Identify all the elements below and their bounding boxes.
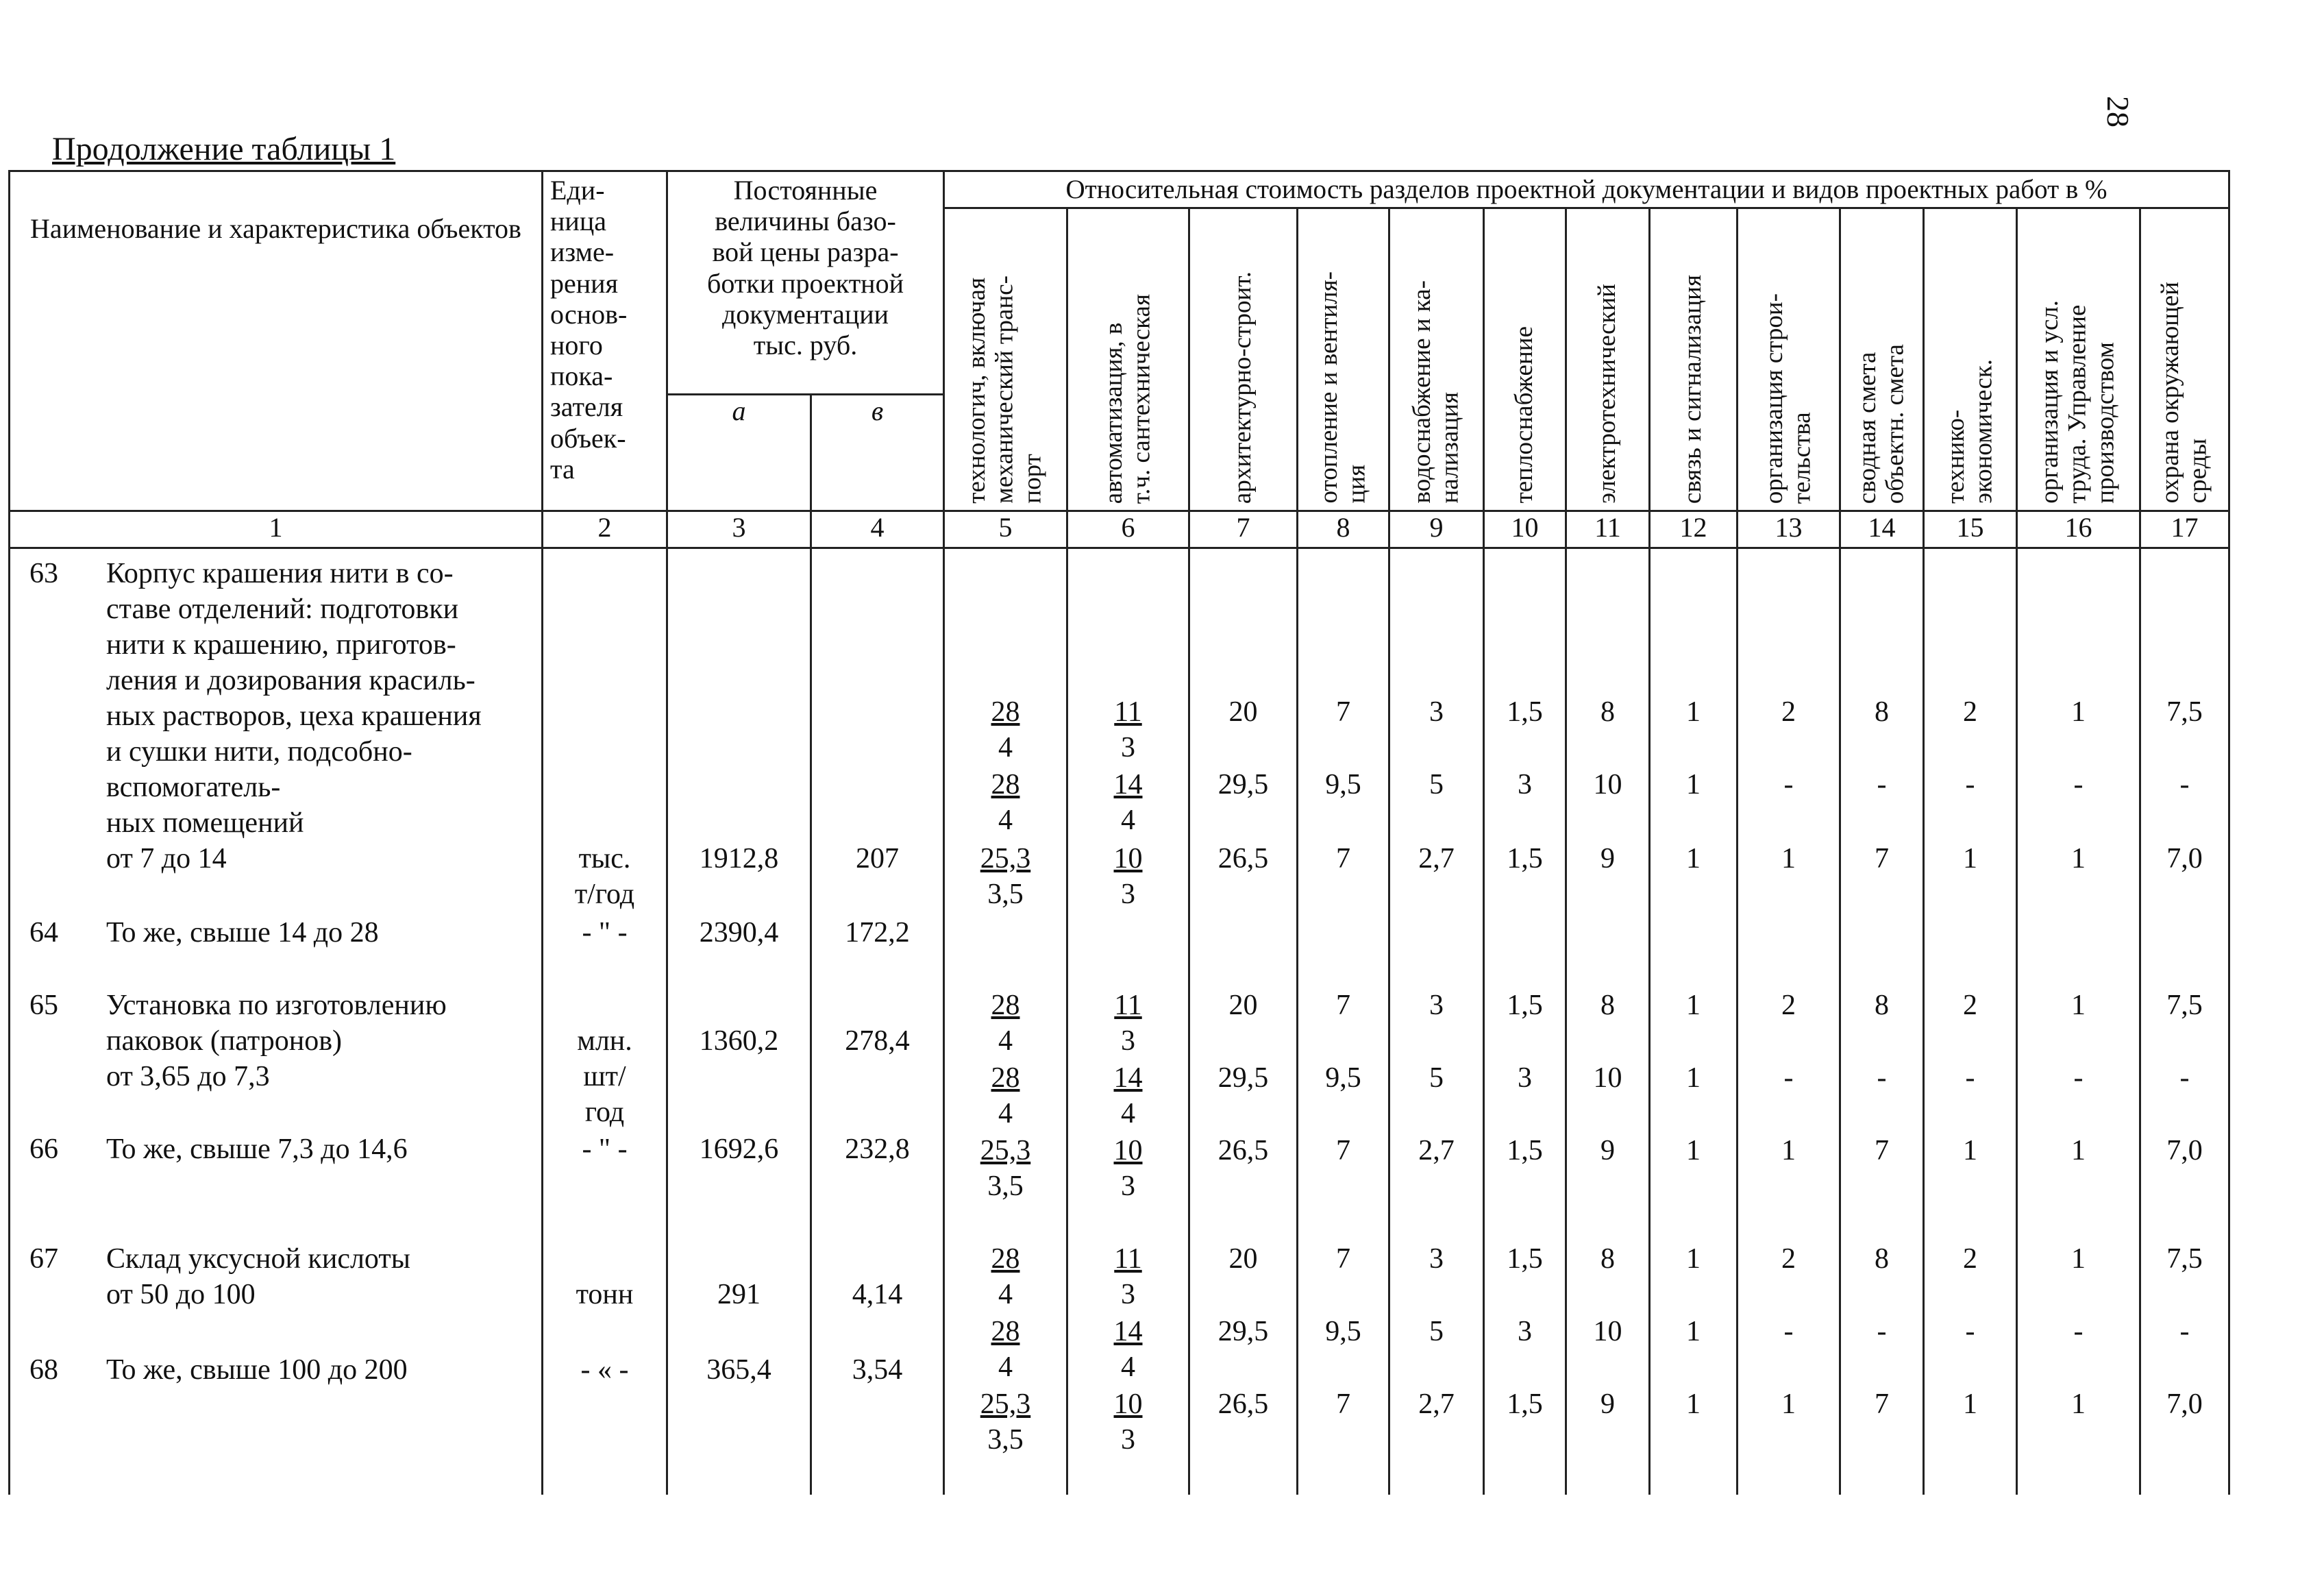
c6-g3-v1-top: 11 (1114, 1243, 1142, 1275)
row-68-a: 365,4 (706, 1354, 771, 1386)
c13-g1-v2: - (1783, 769, 1794, 800)
col-11 (1566, 548, 1650, 1495)
c6-g1-v3-top: 10 (1113, 843, 1143, 874)
c6-g2-v2-top: 14 (1113, 1062, 1143, 1094)
c11-g2-v2: 10 (1593, 1062, 1622, 1094)
c15-g3-v1: 2 (1963, 1243, 1977, 1275)
header-col-11: электротехнический (1566, 208, 1650, 511)
col-8 (1298, 548, 1389, 1495)
colnum-10: 10 (1484, 511, 1566, 548)
colnum-6: 6 (1067, 511, 1189, 548)
row-64-name: То же, свыше 14 до 28 (106, 917, 379, 948)
c8-g3-v3: 7 (1336, 1388, 1350, 1420)
header-col-16: организация и усл. труда. Управление производством (2017, 208, 2140, 511)
colnum-7: 7 (1189, 511, 1298, 548)
c13-g2-v1: 2 (1781, 990, 1796, 1021)
c14-g2-v2: - (1877, 1062, 1887, 1094)
c7-g3-v1: 20 (1228, 1243, 1258, 1275)
c7-g1-v3: 26,5 (1217, 843, 1269, 874)
c9-g3-v3: 2,7 (1418, 1388, 1455, 1420)
colnum-11: 11 (1566, 511, 1650, 548)
header-col-12: связь и сигнализация (1650, 208, 1738, 511)
c5-g1-v3-bot: 3,5 (987, 879, 1024, 910)
row-63-a: 1912,8 (699, 843, 779, 874)
c17-g2-v2: - (2179, 1062, 2190, 1094)
c10-g3-v3: 1,5 (1507, 1388, 1543, 1420)
c8-g2-v3: 7 (1336, 1135, 1350, 1166)
col-a (667, 548, 811, 1495)
c11-g3-v1: 8 (1600, 1243, 1615, 1275)
row-66-a: 1692,6 (699, 1134, 779, 1165)
c9-g2-v2: 5 (1429, 1062, 1444, 1094)
page-number: 28 (2101, 96, 2136, 127)
row-63-unit-1: тыс. (578, 843, 631, 874)
c7-g1-v2: 29,5 (1217, 769, 1269, 800)
c8-g2-v1: 7 (1336, 990, 1350, 1021)
row-66-name: То же, свыше 7,3 до 14,6 (106, 1134, 408, 1165)
c8-g2-v2: 9,5 (1325, 1062, 1361, 1094)
c5-g2-v1-top: 28 (991, 990, 1020, 1021)
c11-g1-v3: 9 (1600, 843, 1615, 874)
row-64-a: 2390,4 (699, 917, 779, 948)
c12-g2-v2: 1 (1686, 1062, 1701, 1094)
c17-g3-v1: 7,5 (2166, 1243, 2203, 1275)
c8-g3-v1: 7 (1336, 1243, 1350, 1275)
colnum-16: 16 (2017, 511, 2140, 548)
c16-g3-v3: 1 (2071, 1388, 2086, 1420)
c5-g2-v2-top: 28 (991, 1062, 1020, 1094)
c7-g2-v2: 29,5 (1217, 1062, 1269, 1094)
c5-g3-v3-bot: 3,5 (987, 1424, 1024, 1456)
c16-g3-v1: 1 (2071, 1243, 2086, 1275)
c6-g1-v1-top: 11 (1114, 696, 1142, 728)
c5-g3-v2-bot: 4 (998, 1351, 1013, 1383)
c9-g3-v2: 5 (1429, 1316, 1444, 1347)
row-63-name-2: ставе отделений: подготовки (106, 593, 459, 625)
header-a: а (667, 395, 811, 511)
col-units (543, 548, 667, 1495)
c5-g2-v1-bot: 4 (998, 1025, 1013, 1057)
c14-g1-v2: - (1877, 769, 1887, 800)
c11-g3-v3: 9 (1600, 1388, 1615, 1420)
c9-g1-v2: 5 (1429, 769, 1444, 800)
row-63-name-8: ных помещений (106, 807, 304, 839)
row-65-a: 1360,2 (699, 1025, 779, 1057)
row-63-number: 63 (29, 558, 58, 589)
c5-g1-v2-top: 28 (991, 769, 1020, 800)
c14-g3-v2: - (1877, 1316, 1887, 1347)
c14-g2-v1: 8 (1875, 990, 1889, 1021)
c9-g2-v3: 2,7 (1418, 1135, 1455, 1166)
row-63-range: от 7 до 14 (106, 843, 227, 874)
c10-g3-v1: 1,5 (1507, 1243, 1543, 1275)
header-relative-cost: Относительная стоимость разделов проектной документации и видов проектных работ в % (944, 171, 2229, 208)
c5-g1-v1-top: 28 (991, 696, 1020, 728)
row-66-b: 232,8 (845, 1134, 910, 1165)
c6-g3-v1-bot: 3 (1121, 1279, 1135, 1310)
c16-g2-v3: 1 (2071, 1135, 2086, 1166)
c5-g1-v3-top: 25,3 (980, 843, 1031, 874)
row-65-name-1: Установка по изготовлению (106, 990, 447, 1021)
c10-g1-v3: 1,5 (1507, 843, 1543, 874)
row-64-number: 64 (29, 917, 58, 948)
row-68-name: То же, свыше 100 до 200 (106, 1354, 408, 1386)
colnum-17: 17 (2140, 511, 2229, 548)
row-67-b: 4,14 (852, 1279, 903, 1310)
c13-g2-v2: - (1783, 1062, 1794, 1094)
c10-g2-v2: 3 (1518, 1062, 1532, 1094)
c14-g1-v1: 8 (1875, 696, 1889, 728)
c17-g2-v1: 7,5 (2166, 990, 2203, 1021)
c5-g2-v2-bot: 4 (998, 1098, 1013, 1129)
col-17 (2140, 548, 2229, 1495)
row-67-a: 291 (717, 1279, 761, 1310)
c6-g1-v1-bot: 3 (1121, 732, 1135, 763)
row-63-name-6: и сушки нити, подсобно- (106, 736, 412, 768)
header-col-9: водоснабжение и ка- нализация (1389, 208, 1484, 511)
row-67-number: 67 (29, 1243, 58, 1275)
row-65-name-3: от 3,65 до 7,3 (106, 1061, 270, 1092)
header-b: в (811, 395, 944, 511)
c5-g1-v1-bot: 4 (998, 732, 1013, 763)
col-15 (1924, 548, 2017, 1495)
row-68-number: 68 (29, 1354, 58, 1386)
row-63-name-4: ления и дозирования красиль- (106, 665, 475, 696)
c12-g3-v2: 1 (1686, 1316, 1701, 1347)
header-col-17: охрана окружающей среды (2140, 208, 2229, 511)
c8-g1-v3: 7 (1336, 843, 1350, 874)
c10-g1-v1: 1,5 (1507, 696, 1543, 728)
row-65-number: 65 (29, 990, 58, 1021)
c9-g1-v3: 2,7 (1418, 843, 1455, 874)
colnum-8: 8 (1298, 511, 1389, 548)
row-65-unit-1: млн. (577, 1025, 632, 1057)
header-col-6: автоматизация, в т.ч. сантехническая (1067, 208, 1189, 511)
colnum-3: 3 (667, 511, 811, 548)
c16-g2-v1: 1 (2071, 990, 2086, 1021)
colnum-13: 13 (1738, 511, 1840, 548)
col-12 (1650, 548, 1738, 1495)
colnum-14: 14 (1840, 511, 1924, 548)
colnum-12: 12 (1650, 511, 1738, 548)
c7-g2-v1: 20 (1228, 990, 1258, 1021)
col-9 (1389, 548, 1484, 1495)
c6-g3-v3-bot: 3 (1121, 1424, 1135, 1456)
row-65-unit-2: шт/ (583, 1061, 626, 1092)
colnum-15: 15 (1924, 511, 2017, 548)
c15-g3-v2: - (1965, 1316, 1975, 1347)
c16-g1-v1: 1 (2071, 696, 2086, 728)
c10-g3-v2: 3 (1518, 1316, 1532, 1347)
row-67-name-1: Склад уксусной кислоты (106, 1243, 410, 1275)
header-col-13: организация строи- тельства (1738, 208, 1840, 511)
row-63-name-3: нити к крашению, приготов- (106, 629, 456, 661)
row-66-number: 66 (29, 1134, 58, 1165)
c17-g3-v2: - (2179, 1316, 2190, 1347)
c6-g3-v3-top: 10 (1113, 1388, 1143, 1420)
c6-g3-v2-bot: 4 (1121, 1351, 1135, 1383)
c12-g1-v2: 1 (1686, 769, 1701, 800)
cost-table (8, 170, 2230, 1495)
c16-g2-v2: - (2073, 1062, 2084, 1094)
col-6 (1067, 548, 1189, 1495)
c10-g2-v1: 1,5 (1507, 990, 1543, 1021)
c9-g2-v1: 3 (1429, 990, 1444, 1021)
c15-g2-v1: 2 (1963, 990, 1977, 1021)
row-63-name-5: ных растворов, цеха крашения (106, 700, 482, 732)
c12-g2-v1: 1 (1686, 990, 1701, 1021)
c5-g2-v3-bot: 3,5 (987, 1171, 1024, 1202)
c12-g3-v3: 1 (1686, 1388, 1701, 1420)
colnum-5: 5 (944, 511, 1067, 548)
row-63-b: 207 (856, 843, 899, 874)
c15-g1-v2: - (1965, 769, 1975, 800)
c14-g2-v3: 7 (1875, 1135, 1889, 1166)
row-63-unit-2: т/год (574, 879, 635, 910)
c13-g1-v1: 2 (1781, 696, 1796, 728)
row-63-name-7: вспомогатель- (106, 772, 281, 803)
table-caption: Продолжение таблицы 1 (52, 131, 396, 167)
header-col-15: технико- экономическ. (1924, 208, 2017, 511)
c10-g1-v2: 3 (1518, 769, 1532, 800)
c17-g1-v1: 7,5 (2166, 696, 2203, 728)
c11-g3-v2: 10 (1593, 1316, 1622, 1347)
c5-g1-v2-bot: 4 (998, 805, 1013, 836)
c16-g1-v2: - (2073, 769, 2084, 800)
row-67-name-2: от 50 до 100 (106, 1279, 256, 1310)
c13-g2-v3: 1 (1781, 1135, 1796, 1166)
colnum-4: 4 (811, 511, 944, 548)
row-66-unit: - " - (582, 1134, 628, 1165)
col-13 (1738, 548, 1840, 1495)
row-63-name-1: Корпус крашения нити в со- (106, 558, 454, 589)
col-names (10, 548, 543, 1495)
col-5 (944, 548, 1067, 1495)
c12-g3-v1: 1 (1686, 1243, 1701, 1275)
c6-g1-v3-bot: 3 (1121, 879, 1135, 910)
header-col-7: архитектурно-строит. (1189, 208, 1298, 511)
header-constants: Постоянные величины базо- вой цены разра- ботки проектной документации тыс. руб. (667, 171, 944, 395)
col-b (811, 548, 944, 1495)
c17-g1-v2: - (2179, 769, 2190, 800)
c6-g2-v3-bot: 3 (1121, 1171, 1135, 1202)
col-16 (2017, 548, 2140, 1495)
row-67-unit: тонн (576, 1279, 634, 1310)
c8-g1-v1: 7 (1336, 696, 1350, 728)
c9-g1-v1: 3 (1429, 696, 1444, 728)
c15-g3-v3: 1 (1963, 1388, 1977, 1420)
c5-g2-v3-top: 25,3 (980, 1135, 1031, 1166)
c6-g2-v3-top: 10 (1113, 1135, 1143, 1166)
row-65-b: 278,4 (845, 1025, 910, 1057)
c11-g1-v1: 8 (1600, 696, 1615, 728)
c6-g2-v1-top: 11 (1114, 990, 1142, 1021)
c17-g3-v3: 7,0 (2166, 1388, 2203, 1420)
c15-g1-v3: 1 (1963, 843, 1977, 874)
c5-g3-v3-top: 25,3 (980, 1388, 1031, 1420)
c14-g3-v3: 7 (1875, 1388, 1889, 1420)
header-col-10: теплоснабжение (1484, 208, 1566, 511)
c6-g2-v1-bot: 3 (1121, 1025, 1135, 1057)
c13-g3-v3: 1 (1781, 1388, 1796, 1420)
c12-g1-v1: 1 (1686, 696, 1701, 728)
col-14 (1840, 548, 1924, 1495)
colnum-9: 9 (1389, 511, 1484, 548)
c7-g3-v3: 26,5 (1217, 1388, 1269, 1420)
c6-g2-v2-bot: 4 (1121, 1098, 1135, 1129)
header-col-8: отопление и вентиля- ция (1298, 208, 1389, 511)
c16-g3-v2: - (2073, 1316, 2084, 1347)
c13-g3-v2: - (1783, 1316, 1794, 1347)
c7-g3-v2: 29,5 (1217, 1316, 1269, 1347)
row-64-b: 172,2 (845, 917, 910, 948)
col-10 (1484, 548, 1566, 1495)
col-7 (1189, 548, 1298, 1495)
row-68-unit: - « - (580, 1354, 629, 1386)
colnum-1: 1 (10, 511, 543, 548)
header-col-14: сводная смета объектн. смета (1840, 208, 1924, 511)
c14-g1-v3: 7 (1875, 843, 1889, 874)
c15-g2-v2: - (1965, 1062, 1975, 1094)
row-65-name-2: паковок (патронов) (106, 1025, 343, 1057)
colnum-2: 2 (543, 511, 667, 548)
header-col-5: технологич, включая механический транс- порт (944, 208, 1067, 511)
c11-g2-v1: 8 (1600, 990, 1615, 1021)
c10-g2-v3: 1,5 (1507, 1135, 1543, 1166)
c5-g3-v1-bot: 4 (998, 1279, 1013, 1310)
c17-g1-v3: 7,0 (2166, 843, 2203, 874)
c6-g3-v2-top: 14 (1113, 1316, 1143, 1347)
header-name: Наименование и характеристика объектов (10, 171, 543, 511)
c11-g2-v3: 9 (1600, 1135, 1615, 1166)
row-68-b: 3,54 (852, 1354, 903, 1386)
c8-g1-v2: 9,5 (1325, 769, 1361, 800)
c6-g1-v2-bot: 4 (1121, 805, 1135, 836)
c6-g1-v2-top: 14 (1113, 769, 1143, 800)
row-65-unit-3: год (584, 1097, 625, 1128)
c8-g3-v2: 9,5 (1325, 1316, 1361, 1347)
c7-g2-v3: 26,5 (1217, 1135, 1269, 1166)
c16-g1-v3: 1 (2071, 843, 2086, 874)
header-unit: Еди- ница изме- рения основ- ного пока- зателя объек- та (543, 171, 667, 511)
c14-g3-v1: 8 (1875, 1243, 1889, 1275)
c5-g3-v1-top: 28 (991, 1243, 1020, 1275)
c12-g1-v3: 1 (1686, 843, 1701, 874)
c9-g3-v1: 3 (1429, 1243, 1444, 1275)
c13-g3-v1: 2 (1781, 1243, 1796, 1275)
c15-g2-v3: 1 (1963, 1135, 1977, 1166)
c15-g1-v1: 2 (1963, 696, 1977, 728)
c17-g2-v3: 7,0 (2166, 1135, 2203, 1166)
c7-g1-v1: 20 (1228, 696, 1258, 728)
c12-g2-v3: 1 (1686, 1135, 1701, 1166)
c5-g3-v2-top: 28 (991, 1316, 1020, 1347)
c13-g1-v3: 1 (1781, 843, 1796, 874)
row-64-unit: - " - (582, 917, 628, 948)
c11-g1-v2: 10 (1593, 769, 1622, 800)
